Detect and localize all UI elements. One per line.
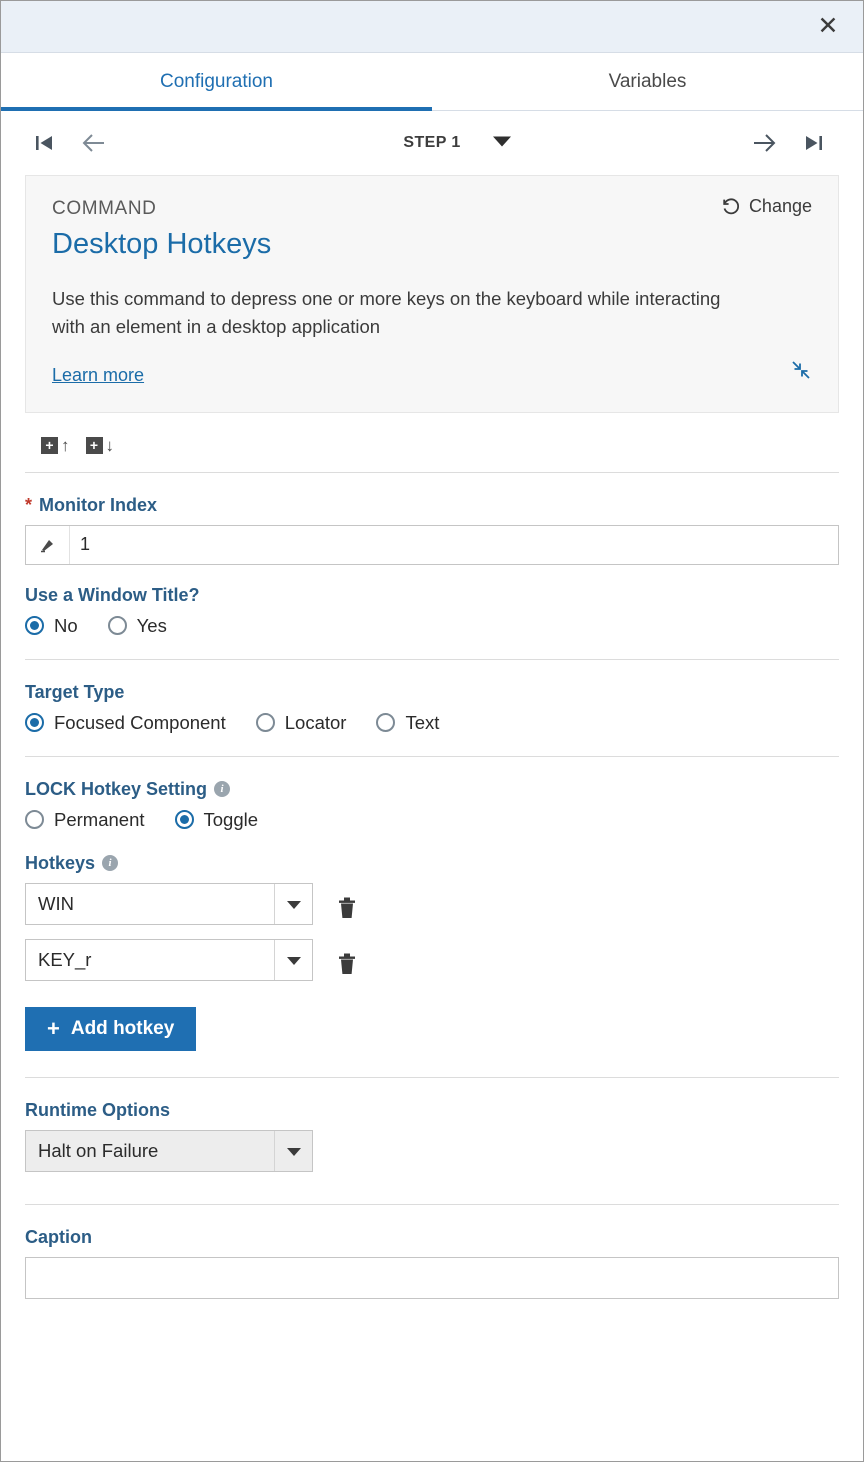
runtime-options-select[interactable]	[25, 1130, 313, 1172]
radio-window-title-yes-label: Yes	[136, 614, 167, 636]
command-title: Desktop Hotkeys	[52, 228, 272, 260]
info-icon[interactable]: i	[102, 855, 118, 871]
plus-square-icon: +	[86, 437, 103, 454]
lock-hotkey-radio-group	[25, 809, 839, 831]
target-type-label	[25, 682, 839, 703]
radio-lock-permanent[interactable]	[25, 809, 145, 831]
delete-hotkey-1-icon[interactable]	[335, 895, 359, 926]
arrow-up-icon: ↑	[61, 435, 70, 455]
runtime-options-label-text: Runtime Options	[25, 1099, 170, 1120]
chevron-down-icon[interactable]	[274, 884, 312, 924]
radio-window-title-no-label: No	[54, 614, 78, 636]
add-step-above-button[interactable]	[41, 437, 70, 454]
divider	[25, 1077, 839, 1078]
tab-variables[interactable]	[432, 53, 863, 110]
command-kicker: COMMAND	[52, 198, 157, 219]
skip-last-icon[interactable]	[799, 128, 829, 158]
divider	[25, 659, 839, 660]
caption-label	[25, 1227, 839, 1248]
radio-lock-toggle[interactable]	[175, 809, 259, 831]
divider	[25, 756, 839, 757]
collapse-diagonal-icon[interactable]	[790, 359, 812, 386]
radio-indicator	[25, 616, 44, 635]
radio-indicator	[25, 810, 44, 829]
chevron-down-icon[interactable]	[489, 133, 515, 154]
step-label: STEP 1	[403, 134, 461, 151]
radio-indicator	[25, 713, 44, 732]
radio-lock-permanent-label: Permanent	[54, 808, 145, 830]
radio-window-title-yes[interactable]	[108, 615, 167, 637]
caption-input[interactable]	[25, 1257, 839, 1299]
arrow-down-icon: ↓	[105, 435, 114, 455]
hotkey-select-1-value: WIN	[38, 892, 74, 914]
runtime-options-value: Halt on Failure	[38, 1139, 159, 1161]
chevron-down-icon[interactable]	[274, 940, 312, 980]
change-command-button[interactable]	[721, 196, 812, 217]
info-icon[interactable]: i	[214, 781, 230, 797]
radio-indicator	[376, 713, 395, 732]
change-command-label: Change	[748, 196, 812, 216]
tab-configuration-label: Configuration	[159, 70, 274, 92]
radio-indicator	[175, 810, 194, 829]
tab-variables-label: Variables	[608, 70, 687, 92]
skip-first-icon[interactable]	[29, 128, 59, 158]
add-hotkey-button[interactable]	[25, 1007, 196, 1051]
step-navigation-bar	[1, 111, 863, 175]
hotkey-select-1[interactable]	[25, 883, 313, 925]
add-step-row	[25, 431, 839, 472]
arrow-right-icon[interactable]	[747, 128, 781, 158]
spacer	[25, 1186, 839, 1204]
runtime-options-label	[25, 1100, 839, 1121]
monitor-index-input[interactable]	[70, 526, 838, 564]
lock-hotkey-setting-label	[25, 779, 839, 800]
hotkeys-label-text: Hotkeys	[25, 852, 96, 873]
hotkey-select-2[interactable]	[25, 939, 313, 981]
caption-label-text: Caption	[25, 1226, 92, 1247]
lock-hotkey-setting-label-text: LOCK Hotkey Setting	[25, 778, 208, 799]
arrow-left-icon[interactable]	[77, 128, 111, 158]
close-icon[interactable]: ✕	[811, 10, 845, 44]
radio-indicator	[108, 616, 127, 635]
hotkey-row	[25, 939, 839, 995]
chevron-down-icon[interactable]	[274, 1131, 312, 1171]
dialog-titlebar	[1, 1, 863, 53]
required-marker: *	[25, 494, 33, 515]
learn-more-link[interactable]: Learn more	[52, 364, 145, 385]
radio-window-title-no[interactable]	[25, 615, 78, 637]
add-step-below-button[interactable]	[86, 437, 115, 454]
command-card	[25, 175, 839, 413]
target-type-label-text: Target Type	[25, 681, 125, 702]
command-description: Use this command to depress one or more keys on the keyboard while interacting with an element in a desktop application	[52, 288, 721, 337]
tab-configuration[interactable]	[1, 53, 432, 110]
hotkeys-label	[25, 853, 839, 874]
use-window-title-radio-group	[25, 615, 839, 637]
configuration-body	[1, 175, 863, 1461]
hotkey-select-2-value: KEY_r	[38, 948, 92, 970]
radio-target-focused-component-label: Focused Component	[54, 711, 226, 733]
target-type-radio-group	[25, 712, 839, 734]
radio-lock-toggle-label: Toggle	[203, 808, 259, 830]
monitor-index-label-text: Monitor Index	[39, 494, 158, 515]
add-hotkey-label: Add hotkey	[70, 1017, 175, 1039]
plus-square-icon: +	[41, 437, 58, 454]
divider	[25, 1204, 839, 1205]
monitor-index-input-wrap[interactable]	[25, 525, 839, 565]
radio-target-focused-component[interactable]	[25, 712, 226, 734]
insert-variable-icon[interactable]	[26, 526, 70, 564]
divider	[25, 472, 839, 473]
use-window-title-label	[25, 585, 839, 606]
radio-indicator	[256, 713, 275, 732]
delete-hotkey-2-icon[interactable]	[335, 951, 359, 982]
plus-icon: +	[47, 1015, 60, 1041]
monitor-index-label	[25, 495, 839, 516]
hotkey-row	[25, 883, 839, 939]
radio-target-locator[interactable]	[256, 712, 347, 734]
radio-target-locator-label: Locator	[284, 711, 347, 733]
use-window-title-label-text: Use a Window Title?	[25, 584, 200, 605]
radio-target-text[interactable]	[376, 712, 439, 734]
undo-icon	[721, 197, 741, 217]
radio-target-text-label: Text	[405, 711, 440, 733]
dialog-tabs	[1, 53, 863, 111]
